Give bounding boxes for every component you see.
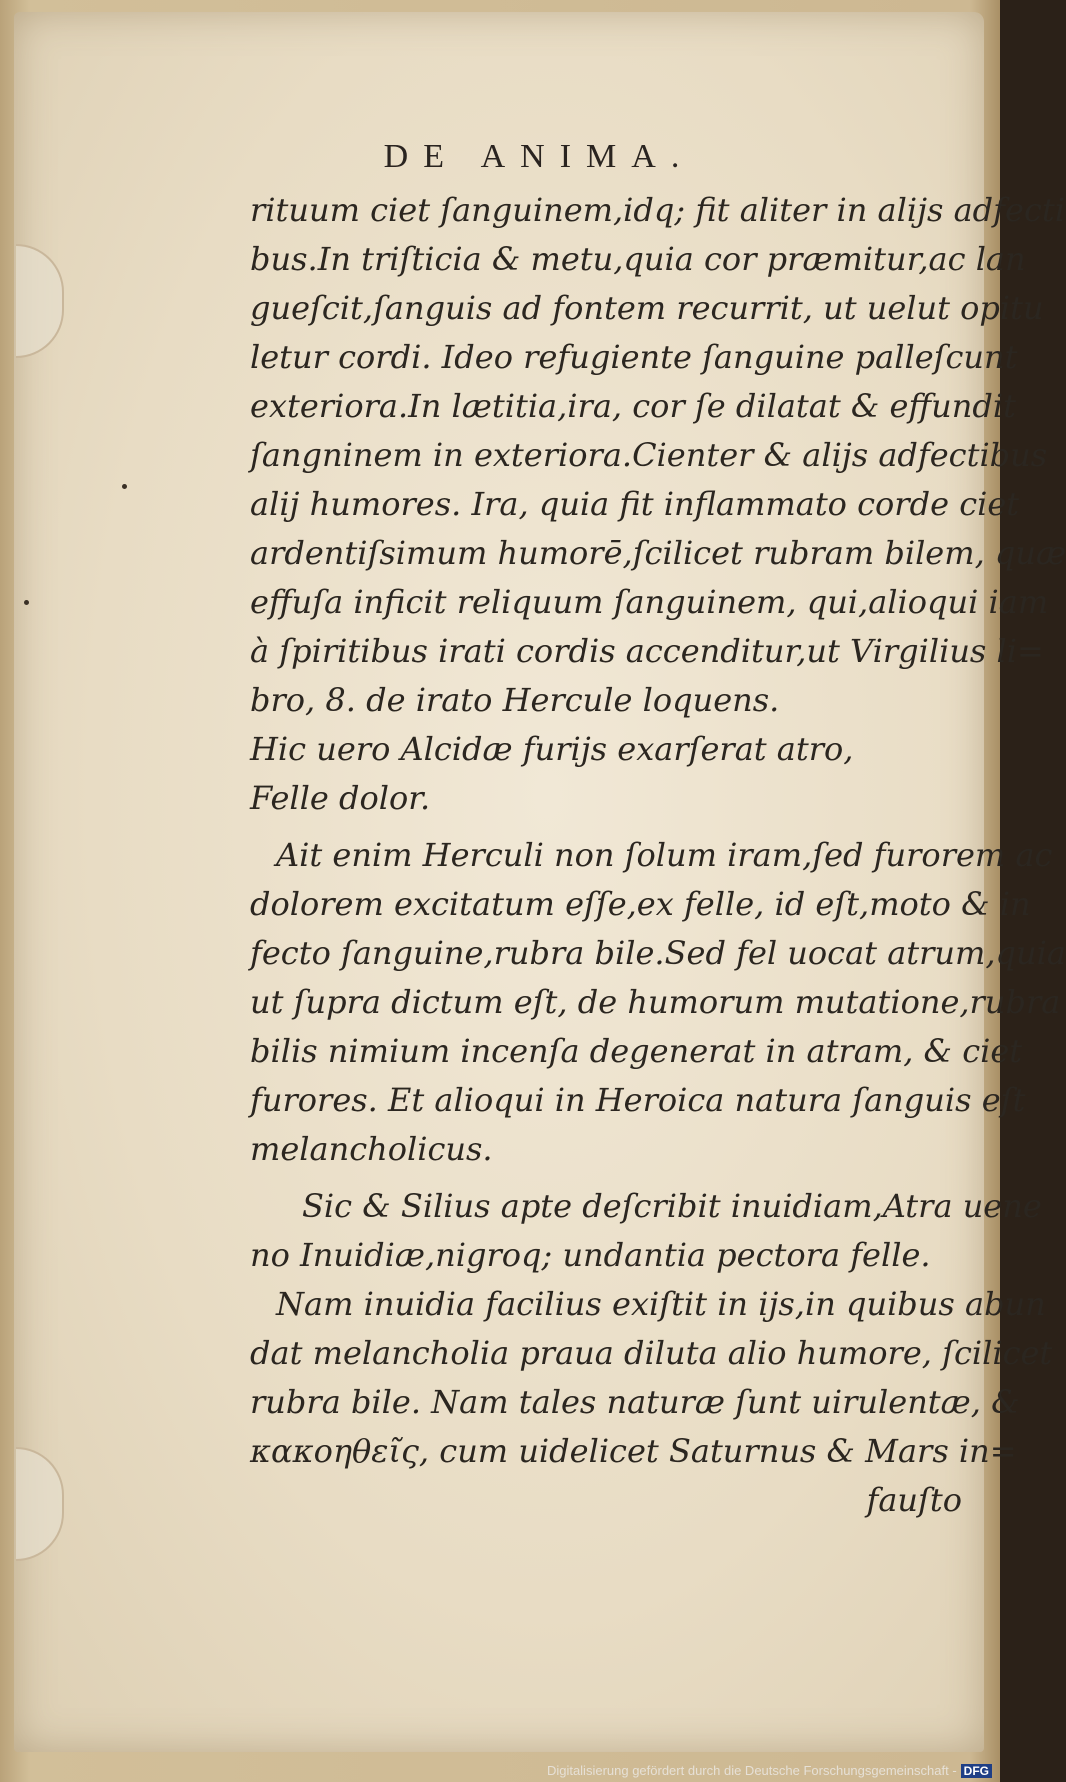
text-line: melancholicus. bbox=[250, 1130, 493, 1168]
text-line: fecto ſanguine,rubra bile.Sed fel uocat atrum,quia bbox=[250, 934, 1066, 972]
text-line: Nam inuidia facilius exiſtit in ijs,in quibus abun bbox=[276, 1285, 1046, 1323]
text-line: κακοηθεῖς, cum uidelicet Saturnus & Mars in= bbox=[250, 1432, 1017, 1470]
text-line: letur cordi. Ideo refugiente ſanguine palleſcunt bbox=[250, 338, 1018, 376]
text-line: furores. Et alioqui in Heroica natura ſanguis eſt bbox=[250, 1081, 1026, 1119]
text-line: rituum ciet ſanguinem,idq; fit aliter in alijs adfecti bbox=[250, 191, 1065, 229]
text-line: bilis nimium incenſa degenerat in atram, & ciet bbox=[250, 1032, 1023, 1070]
text-line: Sic & Silius apte deſcribit inuidiam,Atra uene bbox=[302, 1187, 1042, 1225]
text-line: alij humores. Ira, quia fit inflammato corde ciet bbox=[250, 485, 1020, 523]
text-line: ut ſupra dictum eſt, de humorum mutatione,rubra bbox=[250, 983, 1061, 1021]
text-line: no Inuidiæ,nigroq; undantia pectora felle. bbox=[250, 1236, 931, 1274]
page-body-text bbox=[250, 186, 1066, 1525]
credit-text: Digitalisierung gefördert durch die Deutsche Forschungsgemeinschaft - bbox=[546, 1763, 957, 1778]
verse-line: Felle dolor. bbox=[250, 779, 431, 817]
digitization-credit bbox=[547, 1763, 992, 1778]
ink-speck bbox=[24, 600, 29, 605]
text-line: bus.In triſticia & metu,quia cor præmitur,ac lan bbox=[250, 240, 1026, 278]
text-line: Ait enim Herculi non ſolum iram,ſed furorem ac bbox=[276, 836, 1053, 874]
page-running-head: DE ANIMA. bbox=[383, 138, 695, 175]
dfg-logo: DFG bbox=[961, 1764, 992, 1778]
catchword: fauſto bbox=[866, 1481, 962, 1519]
text-line: dat melancholia praua diluta alio humore, ſcilicet bbox=[250, 1334, 1053, 1372]
text-line: rubra bile. Nam tales naturæ ſunt uirulentæ, & bbox=[250, 1383, 1020, 1421]
text-line: dolorem excitatum eſſe,ex felle, id eſt,moto & in bbox=[250, 885, 1031, 923]
text-line: exteriora.In lætitia,ira, cor ſe dilatat & effundit bbox=[250, 387, 1016, 425]
page-clip-bottom bbox=[16, 1447, 64, 1561]
page-clip-top bbox=[16, 244, 64, 358]
text-line: bro, 8. de irato Hercule loquens. bbox=[250, 681, 780, 719]
text-line: effuſa inficit reliquum ſanguinem, qui,alioqui iam bbox=[250, 583, 1049, 621]
text-line: gueſcit,ſanguis ad fontem recurrit, ut uelut opitu bbox=[250, 289, 1044, 327]
text-line: ardentiſsimum humorē,ſcilicet rubram bilem, quæ bbox=[250, 534, 1066, 572]
text-line: à ſpiritibus irati cordis accenditur,ut Virgilius li= bbox=[250, 632, 1044, 670]
ink-speck bbox=[122, 484, 127, 489]
text-line: ſangninem in exteriora.Cienter & alijs adfectibus bbox=[250, 436, 1048, 474]
verse-line: Hic uero Alcidæ furijs exarſerat atro, bbox=[250, 730, 854, 768]
